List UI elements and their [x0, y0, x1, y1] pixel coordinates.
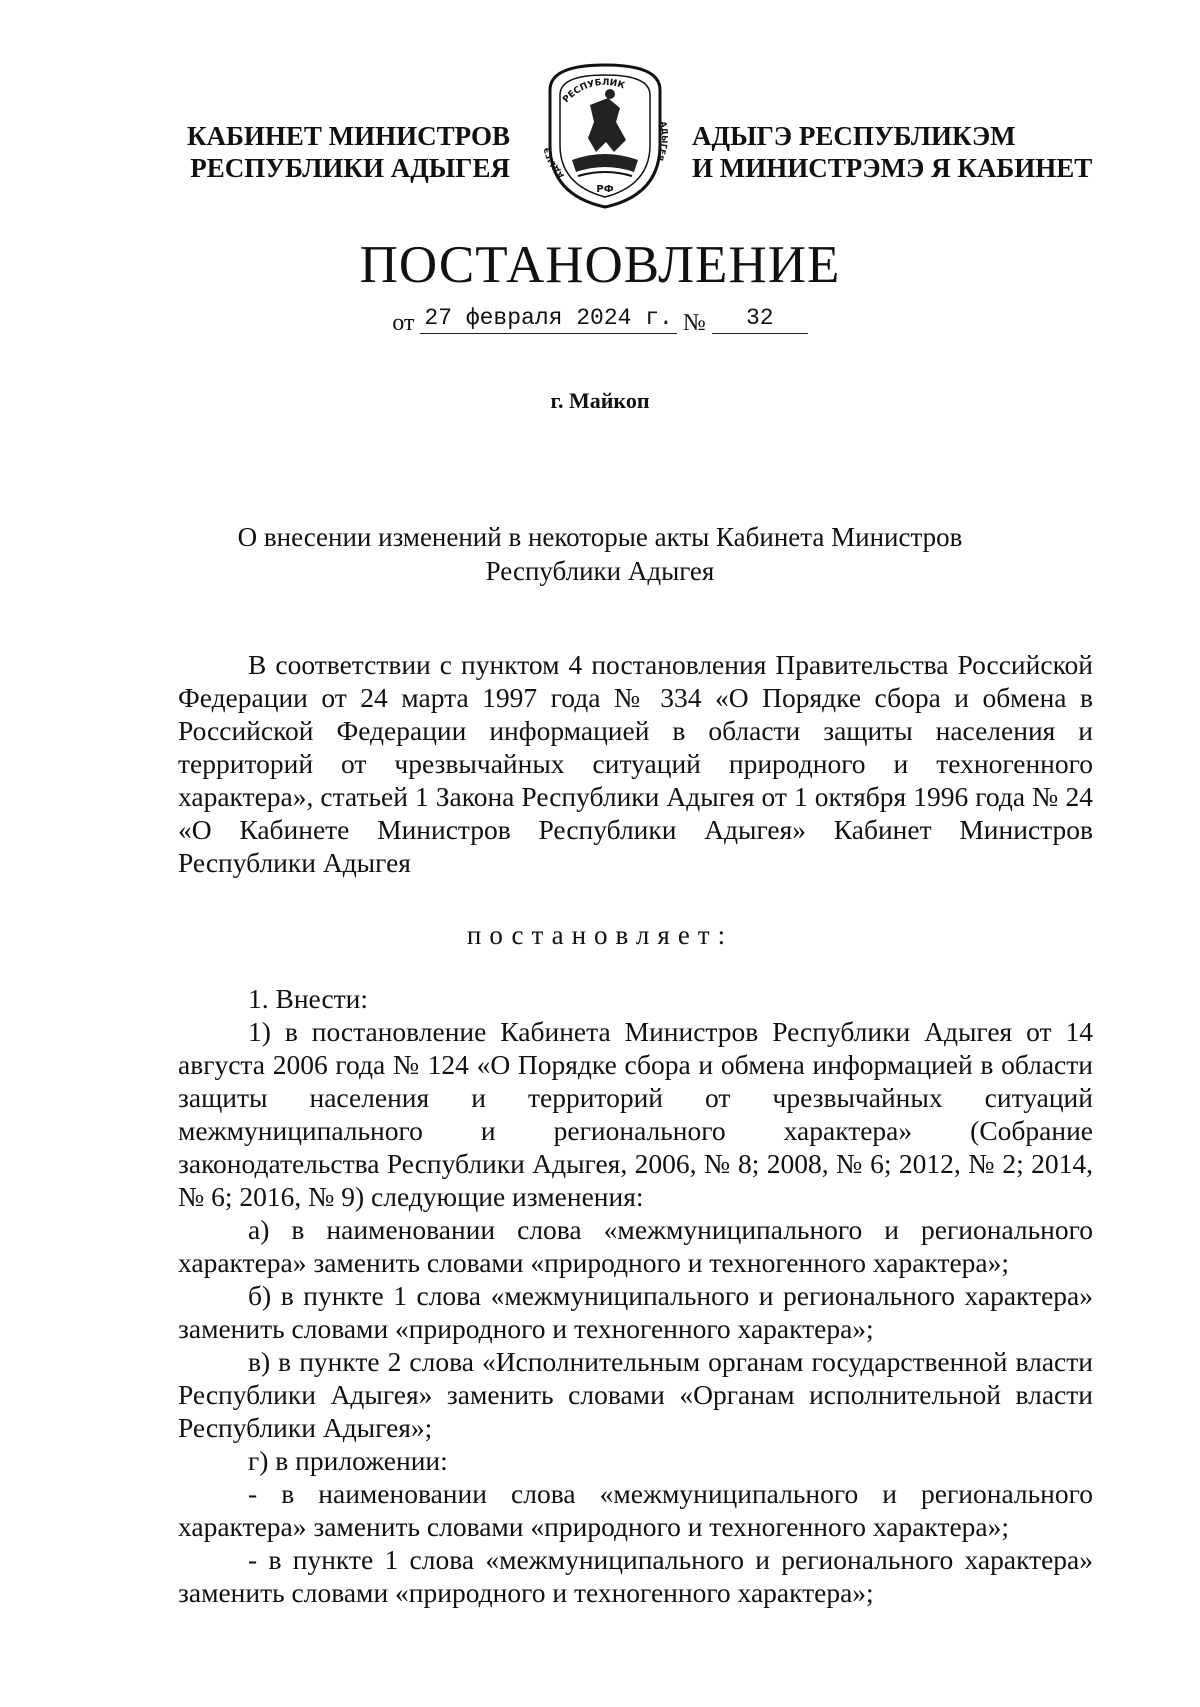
coat-of-arms-emblem: [530, 60, 680, 210]
item-paragraph: в) в пункте 2 слова «Исполнительным органам государственной власти Республики Адыгея» заменить словами «Органам исполнительной власти Республики Адыгея»;: [178, 1346, 1093, 1443]
date-number-line: [0, 305, 1200, 340]
emblem-left-text: АДЫГЭ: [542, 146, 566, 181]
header-left-line2: РЕСПУБЛИКИ АДЫГЕЯ: [190, 153, 510, 183]
emblem-top-text: РЕСПУБЛИК: [561, 77, 626, 106]
header-right-block: [692, 120, 1112, 184]
intro-block: [178, 648, 1093, 879]
item-paragraph: - в пункте 1 слова «межмуниципального и регионального характера» заменить словами «природного и техногенного характера»;: [178, 1544, 1093, 1608]
header-left-block: [150, 120, 510, 184]
subject-title: [200, 520, 1000, 588]
subject-line1: О внесении изменений в некоторые акты Кабинета Министров: [237, 522, 963, 552]
header-left-line1: КАБИНЕТ МИНИСТРОВ: [186, 121, 510, 151]
emblem-right-text: АДЫГЕЯ: [655, 120, 670, 163]
item-paragraph: б) в пункте 1 слова «межмуниципального и регионального характера» заменить словами «природного и техногенного характера»;: [178, 1280, 1093, 1344]
date-prefix: от: [392, 310, 415, 336]
date-value: 27 февраля 2024 г.: [420, 305, 676, 334]
item-paragraph: - в наименовании слова «межмуниципального и регионального характера» заменить словами «природного и техногенного характера»;: [178, 1478, 1093, 1542]
header-right-line2: И МИНИСТРЭМЭ Я КАБИНЕТ: [692, 153, 1093, 183]
main-body: [178, 982, 1093, 1609]
header-right-line1: АДЫГЭ РЕСПУБЛИКЭМ: [692, 121, 1016, 151]
decree-word: постановляет:: [466, 920, 734, 950]
subject-line2: Республики Адыгея: [485, 556, 715, 586]
number-prefix: №: [682, 310, 706, 336]
item-paragraph: 1. Внести:: [248, 983, 369, 1014]
item-paragraph: 1) в постановление Кабинета Министров Республики Адыгея от 14 августа 2006 года № 124 «О Порядке сбора и обмена информацией в области защиты населения и территорий от чрезвычайных ситуаций межмуниципального и регионального характера» (Собрание законодательства Республики Адыгея, 2006, № 8; 2008, № 6; 2012, № 2; 2014, № 6; 2016, № 9) следующие изменения:: [178, 1016, 1093, 1212]
item-paragraph: а) в наименовании слова «межмуниципального и регионального характера» заменить словами «природного и техногенного характера»;: [178, 1214, 1093, 1278]
item-paragraph: г) в приложении:: [248, 1445, 448, 1476]
intro-paragraph: В соответствии с пунктом 4 постановления Правительства Российской Федерации от 24 марта 1997 года № 334 «О Порядке сбора и обмена в Российской Федерации информацией в области защиты населения и территорий от чрезвычайных ситуаций природного и техногенного характера», статьей 1 Закона Республики Адыгея от 1 октября 1996 года № 24 «О Кабинете Министров Республики Адыгея» Кабинет Министров Республики Адыгея: [178, 649, 1093, 878]
city-name: г. Майкоп: [550, 388, 650, 413]
document-title: ПОСТАНОВЛЕНИЕ: [359, 236, 841, 294]
number-value: 32: [712, 305, 808, 334]
emblem-bottom-text: РФ: [596, 184, 614, 195]
